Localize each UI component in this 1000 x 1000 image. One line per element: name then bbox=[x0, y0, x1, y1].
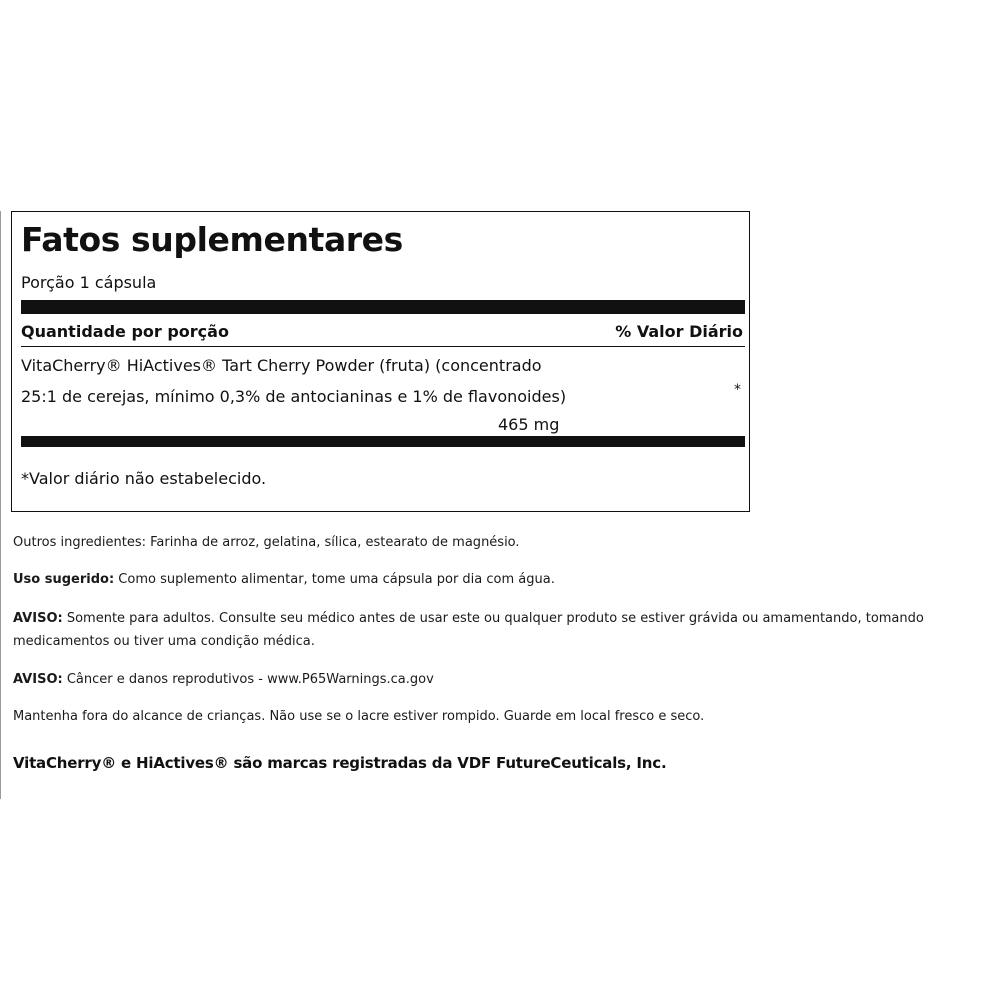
daily-value-footnote: *Valor diário não estabelecido. bbox=[21, 469, 267, 488]
left-border-rule bbox=[0, 211, 1, 799]
other-ingredients: Outros ingredientes: Farinha de arroz, gelatina, sílica, estearato de magnésio. bbox=[13, 535, 520, 550]
ingredient-amount: 465 mg bbox=[498, 415, 560, 434]
storage-instructions: Mantenha fora do alcance de crianças. Não use se o lacre estiver rompido. Guarde em local fresco e seco. bbox=[13, 709, 705, 724]
thick-divider-bottom bbox=[21, 436, 745, 447]
suggested-use-label: Uso sugerido: bbox=[13, 572, 115, 587]
thick-divider-top bbox=[21, 300, 745, 314]
warning-p65 bbox=[13, 669, 434, 691]
warning-p65-text: Câncer e danos reprodutivos - www.P65Warnings.ca.gov bbox=[62, 672, 434, 687]
serving-size: Porção 1 cápsula bbox=[21, 273, 157, 292]
daily-value-header: % Valor Diário bbox=[615, 322, 743, 341]
warning-adults-label: AVISO: bbox=[13, 611, 63, 626]
warning-adults bbox=[13, 607, 933, 653]
ingredient-daily-value: * bbox=[734, 382, 741, 398]
warning-adults-text: Somente para adultos. Consulte seu médico antes de usar este ou qualquer produto se estiver grávida ou amamentando, tomando medicamentos ou tiver uma condição médica. bbox=[13, 611, 924, 649]
thin-divider bbox=[21, 346, 745, 347]
ingredient-name-line-2: 25:1 de cerejas, mínimo 0,3% de antocianinas e 1% de flavonoides) bbox=[21, 387, 567, 406]
facts-title: Fatos suplementares bbox=[21, 220, 403, 259]
amount-per-serving-header: Quantidade por porção bbox=[21, 322, 229, 341]
ingredient-name-line-1: VitaCherry® HiActives® Tart Cherry Powder (fruta) (concentrado bbox=[21, 356, 542, 375]
trademark-notice: VitaCherry® e HiActives® são marcas registradas da VDF FutureCeuticals, Inc. bbox=[13, 754, 667, 772]
supplement-facts-panel bbox=[11, 211, 750, 512]
warning-p65-label: AVISO: bbox=[13, 672, 63, 687]
suggested-use-text: Como suplemento alimentar, tome uma cápsula por dia com água. bbox=[114, 572, 555, 587]
suggested-use bbox=[13, 569, 555, 591]
